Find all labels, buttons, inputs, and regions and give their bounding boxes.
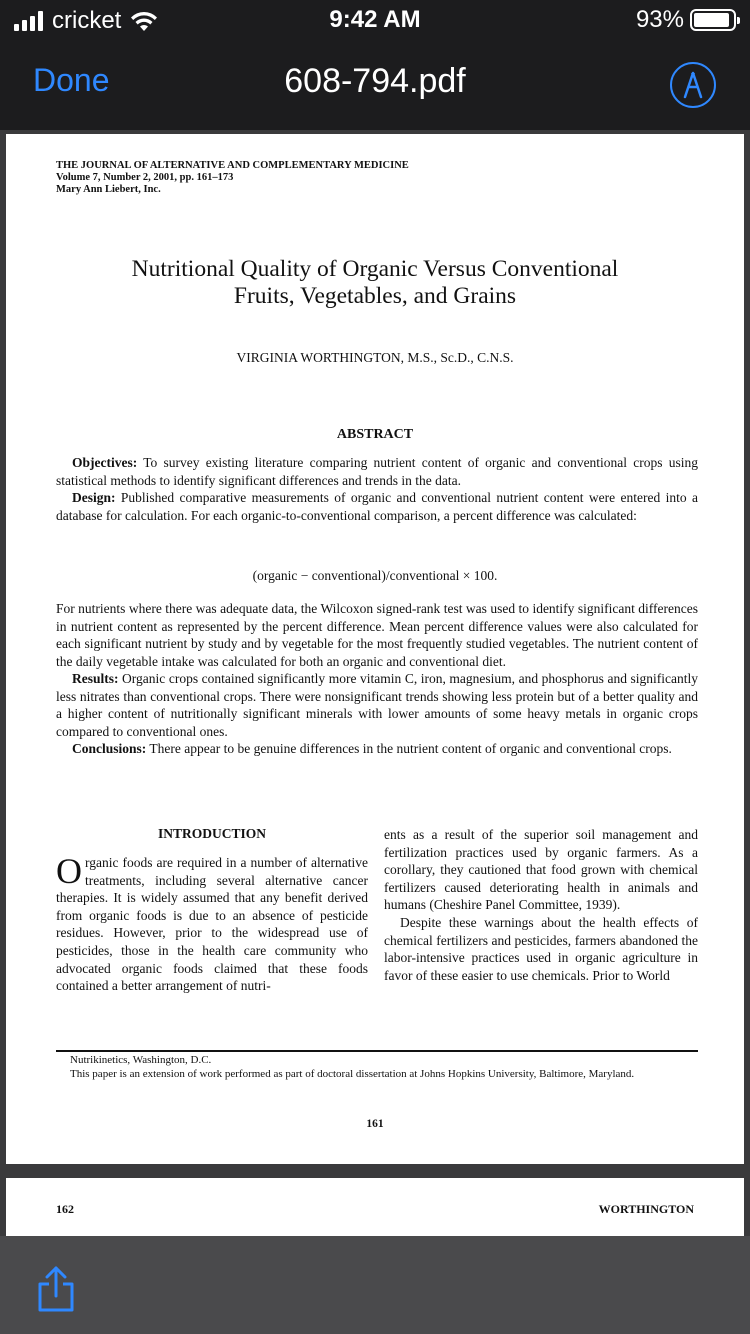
intro-column-left: Organic foods are required in a number of alternative treatments, including several alternative cancer therapies. It is widely assumed that any benefit derived from organic foods is due to an absence of pesticide residues. However, prior to the widespread use of pesticides, those in the health care community who advocated organic foods claimed that these foods contained a better arrangement of nutri- — [56, 851, 368, 994]
journal-header — [56, 160, 409, 196]
share-icon — [34, 1264, 78, 1314]
done-button[interactable]: Done — [33, 62, 110, 98]
journal-volume: Volume 7, Number 2, 2001, pp. 161–173 — [56, 172, 234, 183]
journal-publisher: Mary Ann Liebert, Inc. — [56, 184, 161, 195]
battery-icon — [690, 9, 736, 31]
intro-column-right: ents as a result of the superior soil management and fertilization practices used by organic farmers. As a corollary, they cautioned that food grown with chemical fertilizers caused deteriorating health in animals and humans (Cheshire Panel Committee, 1939). Despite these warnings about the health effects of chemical fertilizers and pesticides, farmers abandoned the labor-intensive practices used in organic agriculture in favor of these easier to use chemicals. Prior to World — [384, 827, 698, 983]
percent-difference-formula: (organic − conventional)/conventional × 100. — [252, 568, 498, 583]
footnote-divider — [56, 1050, 698, 1052]
abstract-heading: ABSTRACT — [336, 427, 414, 442]
pdf-page-2 — [6, 1178, 744, 1236]
pdf-page-1 — [6, 134, 744, 1164]
carrier-name: cricket — [52, 7, 122, 34]
drop-cap: O — [56, 851, 82, 891]
share-button[interactable] — [34, 1264, 78, 1314]
status-bar — [0, 0, 750, 40]
battery-percent: 93% — [635, 6, 684, 33]
page-number: 162 — [56, 1202, 74, 1216]
running-head: WORTHINGTON — [598, 1202, 694, 1216]
bottom-toolbar — [0, 1236, 750, 1334]
nav-bar — [0, 40, 750, 130]
abstract-methods-results: For nutrients where there was adequate data, the Wilcoxon signed-rank test was used to identify significant differences in nutrient content as represented by the percent difference. Mean percent difference values were also calculated for each significant nutrient by study and by vegetable for the most frequently studied vegetables. The nutrient content of the daily vegetable intake was calculated for both an organic and conventional diet. Results: Organic crops contained significantly more vitamin C, iron, magnesium, and phosphorus and significantly less nitrates than conventional crops. There were nonsignificant trends showing less protein but of a better quality and a higher content of nutritionally significant minerals with lower amounts of some heavy metals in organic crops compared to conventional ones. Conclusions: There appear to be genuine differences in the nutrient content of organic and conventional crops. — [56, 601, 698, 756]
pdf-viewer[interactable] — [0, 130, 750, 1236]
status-time: 9:42 AM — [329, 6, 421, 33]
paper-title: Nutritional Quality of Organic Versus Conventional Fruits, Vegetables, and Grains — [131, 256, 619, 309]
introduction-heading: INTRODUCTION — [157, 826, 266, 841]
page-number: 161 — [366, 1118, 384, 1130]
abstract-objectives-design: Objectives: To survey existing literature comparing nutrient content of organic and conventional crops using statistical methods to identify significant differences and trends in the data. Design: Published comparative measurements of organic and conventional nutrient content were entered into a database for calculation. For each organic-to-conventional comparison, a percent difference was calculated: — [56, 455, 698, 523]
document-title: 608-794.pdf — [284, 62, 466, 100]
footnote: Nutrikinetics, Washington, D.C. This paper is an extension of work performed as part of doctoral dissertation at Johns Hopkins University, Baltimore, Maryland. — [70, 1054, 635, 1080]
status-right — [636, 6, 736, 34]
markup-pen-icon — [680, 71, 706, 99]
authors: VIRGINIA WORTHINGTON, M.S., Sc.D., C.N.S. — [236, 350, 514, 365]
markup-button[interactable] — [670, 62, 716, 108]
journal-name: THE JOURNAL OF ALTERNATIVE AND COMPLEMENTARY MEDICINE — [56, 160, 409, 171]
